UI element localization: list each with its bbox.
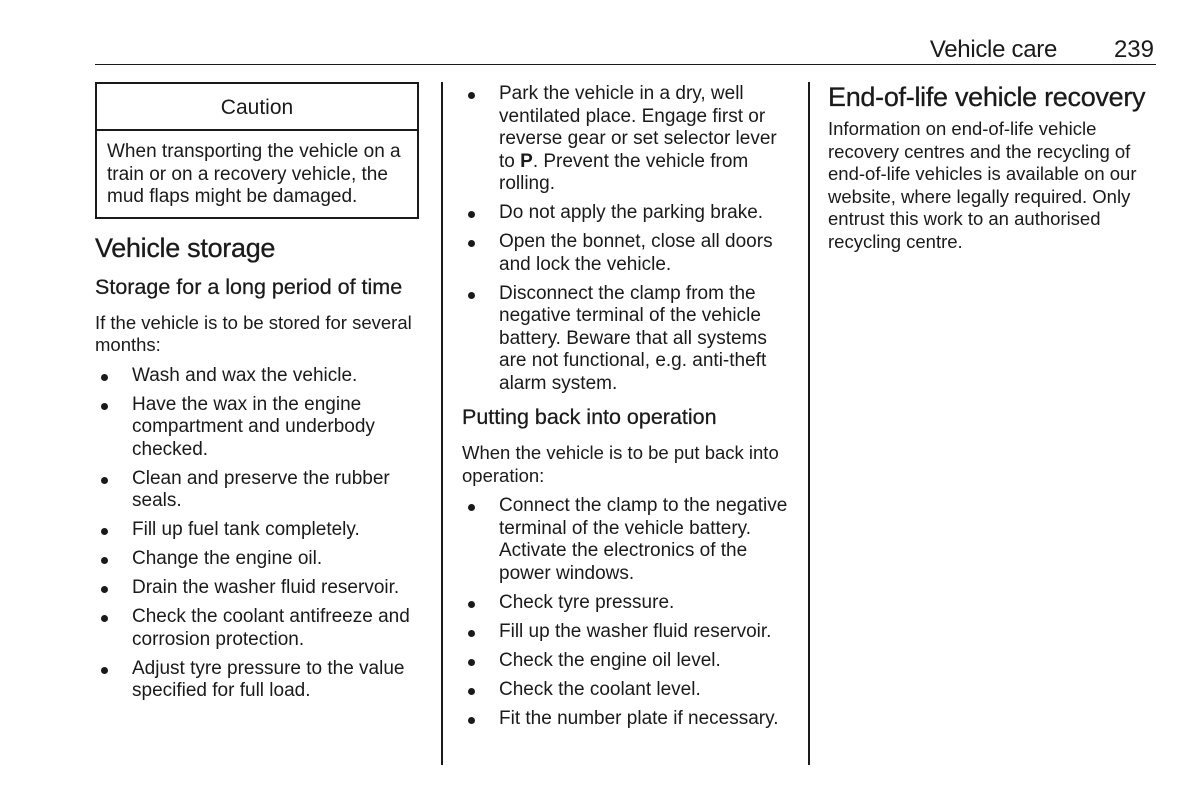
- caution-title: Caution: [97, 84, 417, 131]
- heading-vehicle-storage: Vehicle storage: [95, 232, 276, 263]
- list-item: Do not apply the parking brake.: [462, 202, 792, 225]
- storage-intro: If the vehicle is to be stored for several months:: [95, 311, 412, 355]
- list-item: Connect the clamp to the negative terminal of the vehicle battery. Activate the electronics of the power windows.: [462, 495, 792, 585]
- header-section-title: Vehicle care: [929, 36, 1057, 63]
- bullet-icon: [468, 240, 475, 247]
- column-right: [828, 82, 1158, 253]
- list-item: Drain the washer fluid reservoir.: [95, 577, 423, 600]
- bullet-icon: [101, 528, 108, 535]
- list-item: Disconnect the clamp from the negative terminal of the vehicle battery. Beware that all systems are not functional, e.g. anti-theft alarm system.: [462, 283, 792, 396]
- list-item: Check the coolant antifreeze and corrosion protection.: [95, 606, 423, 651]
- bullet-icon: [468, 601, 475, 608]
- bullet-icon: [468, 717, 475, 724]
- heading-end-of-life: End-of-life vehicle recovery: [828, 82, 1146, 112]
- list-item: Check the engine oil level.: [462, 650, 792, 673]
- subheading-long-storage: Storage for a long period of time: [95, 274, 403, 299]
- bullet-icon: [468, 92, 475, 99]
- list-item: Clean and preserve the rubber seals.: [95, 468, 423, 513]
- operation-intro: When the vehicle is to be put back into operation:: [462, 442, 779, 486]
- storage-list-continued: [462, 83, 792, 395]
- bullet-icon: [468, 504, 475, 511]
- bullet-icon: [101, 615, 108, 622]
- page-header: [95, 28, 1156, 65]
- list-item: Adjust tyre pressure to the value specified for full load.: [95, 658, 423, 703]
- bullet-icon: [468, 688, 475, 695]
- bullet-icon: [468, 659, 475, 666]
- list-item: Park the vehicle in a dry, well ventilated place. Engage first or reverse gear or set selector lever to P. Prevent the vehicle from rolling.: [462, 83, 792, 196]
- storage-list: [95, 365, 423, 703]
- bullet-icon: [101, 477, 108, 484]
- list-item: Fit the number plate if necessary.: [462, 708, 792, 731]
- column-divider: [808, 82, 810, 765]
- bullet-icon: [468, 211, 475, 218]
- operation-list: [462, 495, 792, 730]
- caution-text: When transporting the vehicle on a train or on a recovery vehicle, the mud flaps might be damaged.: [107, 141, 401, 207]
- list-item: Check tyre pressure.: [462, 592, 792, 615]
- end-of-life-text: Information on end-of-life vehicle recovery centres and the recycling of end-of-life vehicles is available on our website, where legally required. Only entrust this work to an authorised recycling centre.: [828, 118, 1137, 252]
- bullet-icon: [468, 630, 475, 637]
- subheading-back-into-operation: Putting back into operation: [462, 405, 717, 429]
- caution-box: [95, 82, 419, 219]
- bullet-icon: [101, 667, 108, 674]
- bullet-icon: [101, 374, 108, 381]
- list-item: Check the coolant level.: [462, 679, 792, 702]
- list-item: Have the wax in the engine compartment and underbody checked.: [95, 394, 423, 462]
- list-item: Fill up fuel tank completely.: [95, 519, 423, 542]
- column-middle: [462, 82, 792, 737]
- bullet-icon: [101, 403, 108, 410]
- list-item: Open the bonnet, close all doors and lock the vehicle.: [462, 231, 792, 276]
- list-item: Change the engine oil.: [95, 548, 423, 571]
- column-left: [95, 82, 423, 709]
- list-item: Fill up the washer fluid reservoir.: [462, 621, 792, 644]
- bullet-icon: [101, 557, 108, 564]
- list-item: Wash and wax the vehicle.: [95, 365, 423, 388]
- column-divider: [441, 82, 443, 765]
- page-number: 239: [1113, 36, 1154, 63]
- bullet-icon: [468, 292, 475, 299]
- bullet-icon: [101, 586, 108, 593]
